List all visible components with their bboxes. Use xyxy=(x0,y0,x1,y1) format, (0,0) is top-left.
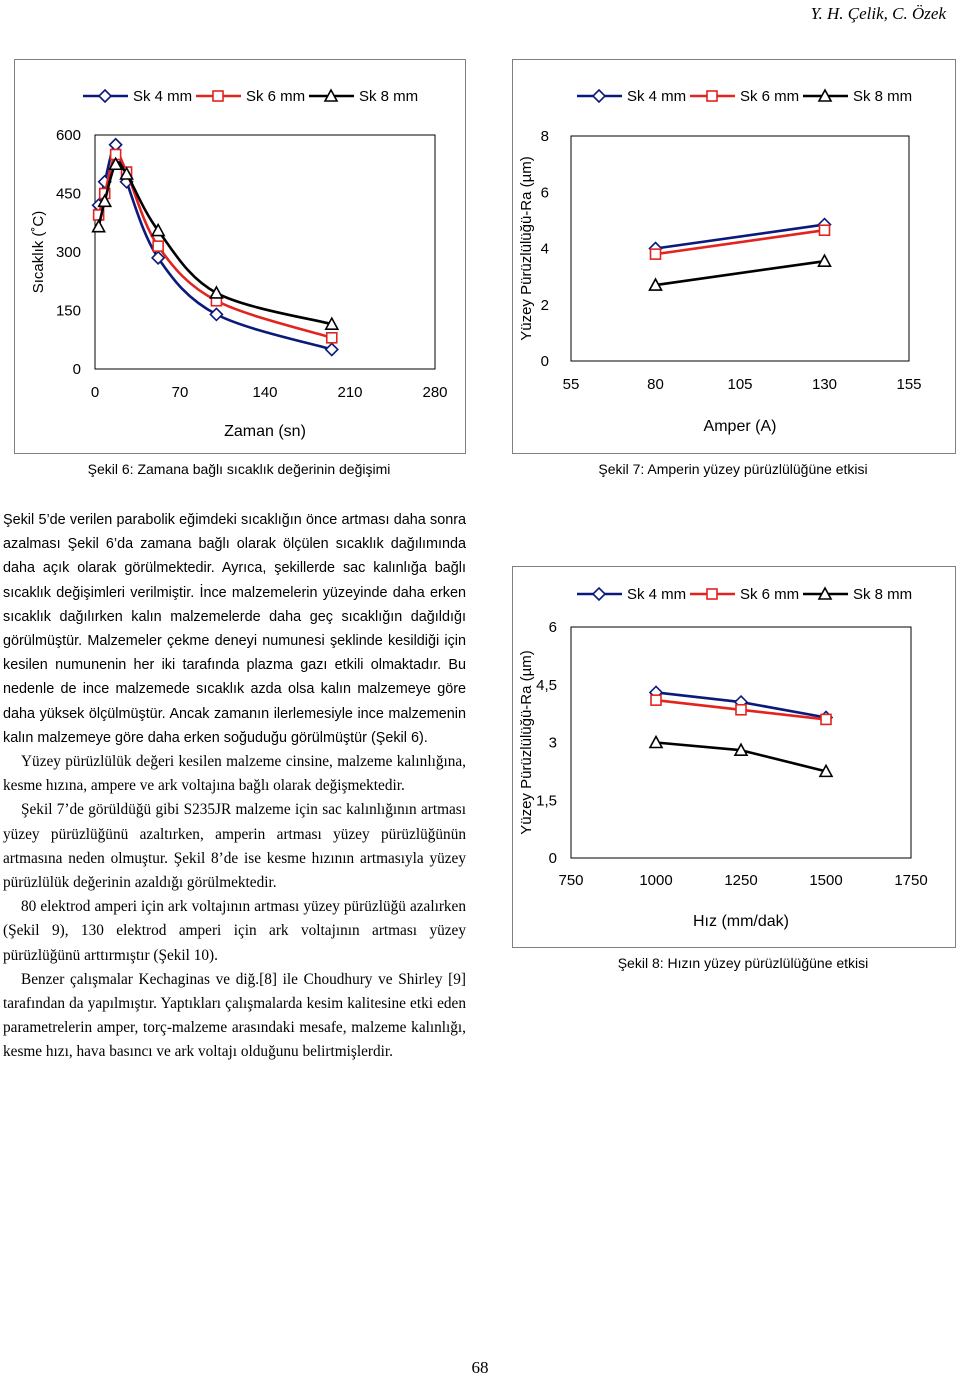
page-number: 68 xyxy=(471,1358,489,1377)
x-tick-label: 1000 xyxy=(639,872,673,889)
x-tick-label: 1250 xyxy=(724,872,758,889)
x-axis-label: Zaman (sn) xyxy=(224,423,306,440)
x-tick-label: 70 xyxy=(171,384,189,401)
y-axis-label: Sıcaklık (˚C) xyxy=(30,210,47,294)
x-axis-label: Hız (mm/dak) xyxy=(693,913,789,930)
y-tick-label: 300 xyxy=(55,244,81,261)
legend-marker xyxy=(593,90,605,102)
y-tick-label: 0 xyxy=(548,850,557,867)
legend xyxy=(577,586,912,603)
series-1 xyxy=(650,219,831,255)
data-point xyxy=(651,695,661,705)
y-tick-label: 6 xyxy=(548,619,557,636)
legend xyxy=(577,88,912,105)
data-point xyxy=(153,241,163,251)
plot-area xyxy=(571,627,911,858)
data-point xyxy=(210,308,222,320)
y-tick-label: 4 xyxy=(540,240,549,258)
y-tick-label: 2 xyxy=(540,296,549,314)
y-tick-label: 600 xyxy=(55,127,81,144)
legend-marker xyxy=(707,589,717,599)
figure-7-caption: Şekil 7: Amperin yüzey pürüzlülüğüne etkisi xyxy=(598,461,868,477)
legend-label: Sk 6 mm xyxy=(740,88,800,105)
figure-7-chart xyxy=(512,59,956,454)
figure-8-chart xyxy=(512,566,956,948)
y-tick-label: 0 xyxy=(540,353,549,370)
x-tick-label: 210 xyxy=(337,384,363,401)
legend-marker xyxy=(593,588,605,600)
data-point xyxy=(326,344,338,356)
series-3 xyxy=(650,737,832,777)
data-point xyxy=(820,225,830,235)
x-tick-label: 130 xyxy=(811,376,838,393)
figure-6-svg xyxy=(15,60,465,453)
x-tick-label: 1500 xyxy=(809,872,843,889)
y-tick-label: 8 xyxy=(540,128,549,145)
x-tick-label: 140 xyxy=(252,384,278,401)
paragraph-2: Yüzey pürüzlülük değeri kesilen malzeme cinsine, malzeme kalınlığına, kesme hızına, ampere ve ark voltajına bağlı olarak değişmektedir. xyxy=(3,753,466,795)
figure-8-caption: Şekil 8: Hızın yüzey pürüzlülüğüne etkisi xyxy=(617,955,869,971)
y-tick-label: 3 xyxy=(548,734,557,752)
figure-8-svg xyxy=(513,567,955,947)
data-point xyxy=(327,333,337,343)
figure-7-svg xyxy=(513,60,955,453)
legend xyxy=(83,88,418,105)
paragraph-4: 80 elektrod amperi için ark voltajının artması yüzey pürüzlüğü azalırken (Şekil 9), 130 elektrod amperi için ark voltajının artması yüzey pürüzlüğünü arttırmıştır (Şekil 10). xyxy=(3,898,466,964)
legend-marker xyxy=(99,90,111,102)
legend-label: Sk 8 mm xyxy=(853,88,913,105)
y-tick-label: 150 xyxy=(55,302,81,320)
legend-marker xyxy=(707,91,717,101)
x-tick-label: 1750 xyxy=(894,872,928,889)
series-2 xyxy=(651,225,830,259)
x-tick-label: 280 xyxy=(422,384,448,401)
running-header-author: Y. H. Çelik, C. Özek xyxy=(810,4,946,23)
data-point xyxy=(821,714,831,724)
paragraph-3: Şekil 7’de görüldüğü gibi S235JR malzeme için sac kalınlığının artması yüzey pürüzlüğünü azaltırken, amperin artması yüzey pürüzlüğünün artmasına neden olmuştur. Şekil 8’de ise kesme hızının artmasıyla yüzey pürüzlülük değerinin azaldığı görülmektedir. xyxy=(3,801,466,892)
y-tick-label: 450 xyxy=(55,185,81,203)
y-tick-label: 4,5 xyxy=(536,676,557,694)
legend-label: Sk 8 mm xyxy=(359,88,419,105)
figure-6-caption: Şekil 6: Zamana bağlı sıcaklık değerinin değişimi xyxy=(87,461,391,477)
data-point xyxy=(210,287,222,298)
x-tick-label: 80 xyxy=(647,376,664,393)
x-axis-label: Amper (A) xyxy=(703,418,777,435)
x-tick-label: 750 xyxy=(558,872,584,889)
series-line xyxy=(656,261,825,285)
x-tick-label: 55 xyxy=(562,376,580,393)
plot-area xyxy=(571,136,909,361)
series-line xyxy=(656,225,825,249)
x-tick-label: 105 xyxy=(727,376,753,393)
legend-marker xyxy=(213,91,223,101)
y-axis-label: Yüzey Pürüzlülüğü-Ra (µm) xyxy=(518,156,535,341)
y-tick-label: 1,5 xyxy=(536,792,557,810)
plot-area xyxy=(95,135,435,369)
legend-label: Sk 4 mm xyxy=(133,88,193,105)
body-text xyxy=(3,508,466,1065)
legend-label: Sk 6 mm xyxy=(246,88,306,105)
x-tick-label: 0 xyxy=(90,384,100,401)
legend-label: Sk 6 mm xyxy=(740,586,800,603)
y-tick-label: 0 xyxy=(72,361,81,378)
paragraph-5: Benzer çalışmalar Kechaginas ve diğ.[8] ile Choudhury ve Shirley [9] tarafından da yapılmıştır. Yaptıkları çalışmalarda kesim kalitesine etki eden parametrelerin amper, torç-malzeme arasındaki mesafe, malzeme kalınlığı, kesme hızı, hava basıncı ve ark voltajı olduğunu belirtmişlerdir. xyxy=(3,970,466,1061)
paragraph-1: Şekil 5’de verilen parabolik eğimdeki sıcaklığın önce artması daha sonra azalması Şekil 6’da zamana bağlı olarak ölçülen sıcaklık dağılımında daha açık olarak görülmektedir. Ayrıca, şekillerde sac kalınlığa bağlı sıcaklık değişimleri verilmiştir. İnce malzemelerin yüzeyinde daha erken sıcaklık dağılırken kalın malzemelerde daha geç sıcaklığın dağıldığı görülmüştür. Malzemeler çekme deneyi numunesi şeklinde kesildiği için kesilen numunenin her iki tarafında plazma gazı etkili olmaktadır. Bu nedenle de ince malzemede sıcaklık azda olsa kalın malzemeye göre daha yüksek ölçülmüştür. Ancak zamanın ilerlemesiyle ince malzemenin kalın malzemeye göre daha erken soğuduğu görülmüştür (Şekil 6). xyxy=(3,512,466,746)
figure-6-chart xyxy=(14,59,466,454)
legend-label: Sk 4 mm xyxy=(627,88,687,105)
y-tick-label: 6 xyxy=(540,184,549,202)
series-line xyxy=(656,230,825,254)
data-point xyxy=(93,221,105,232)
legend-label: Sk 8 mm xyxy=(853,586,913,603)
series-3 xyxy=(650,255,831,290)
y-axis-label: Yüzey Pürüzlülüğü-Ra (µm) xyxy=(518,650,535,835)
legend-label: Sk 4 mm xyxy=(627,586,687,603)
x-tick-label: 155 xyxy=(896,376,922,393)
data-point xyxy=(736,705,746,715)
data-point xyxy=(651,249,661,259)
